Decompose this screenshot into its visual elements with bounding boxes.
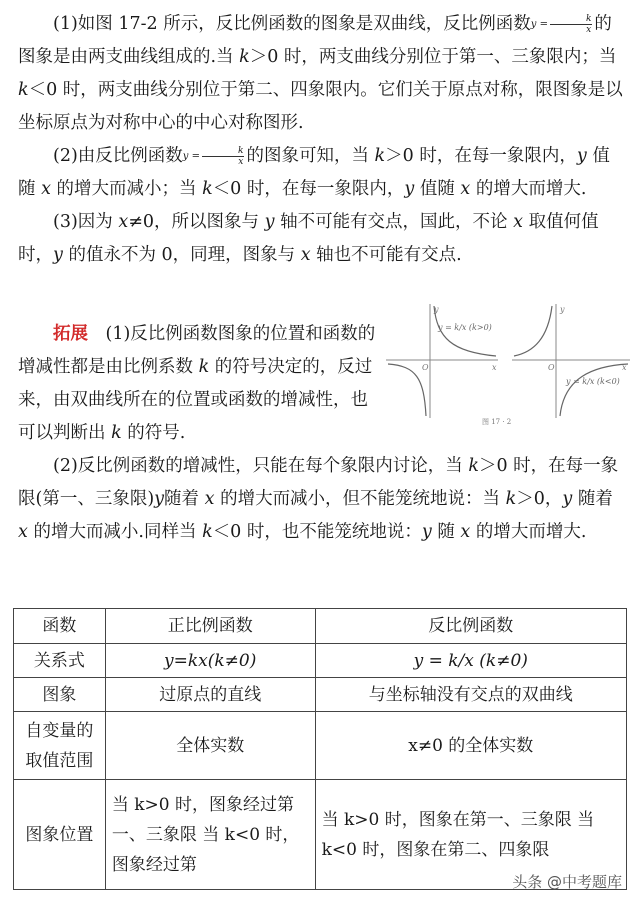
left-origin-label: O bbox=[422, 363, 429, 372]
extension-paragraph-1: 拓展 (1)反比例函数图象的位置和函数的增减性都是由比例系数 k 的符号决定的，反过来，由双曲线所在的位置或函数的增减性，也可以判断出 k 的符号. bbox=[18, 324, 376, 443]
fraction-k-over-x: $\frac{k}{x}$ bbox=[550, 14, 592, 35]
right-axis-y-label: y bbox=[560, 305, 565, 314]
table-cell: 过原点的直线 bbox=[105, 678, 315, 712]
table-cell: y = k/x (k≠0) bbox=[315, 644, 626, 678]
extension-title: 拓展 bbox=[53, 324, 88, 344]
table-header-cell: 反比例函数 bbox=[315, 609, 626, 644]
fraction-k-over-x: $\frac{k}{x}$ bbox=[202, 146, 244, 167]
left-axis-y-label: y bbox=[434, 305, 439, 314]
table-cell: 当 k>0 时，图象在第一、三象限 当 k<0 时，图象在第二、四象限 bbox=[315, 780, 626, 890]
section-1 bbox=[18, 8, 626, 272]
table-row bbox=[14, 609, 627, 644]
paragraph-1: (1)如图 17-2 所示，反比例函数的图象是双曲线，反比例函数y = $\frac{k}{x}$ 的图象是由两支曲线组成的.当 k＞0 时，两支曲线分别位于第一、三象限内；当 k＜0 时，两支曲线分别位于第二、四象限内。它们关于原点对称，限图象是以坐标原点为对称中心的中心对称图形. bbox=[18, 14, 623, 133]
comparison-table bbox=[13, 608, 627, 890]
watermark: 头条 @中考题库 bbox=[512, 873, 622, 891]
table-cell: 关系式 bbox=[14, 644, 106, 678]
left-function-label: y = k/x (k>0) bbox=[438, 323, 492, 332]
paragraph-3: (3)因为 x≠0，所以图象与 y 轴不可能有交点，国此，不论 x 取值何值时，y 的值永不为 0，同理，图象与 x 轴也不可能有交点. bbox=[18, 212, 599, 265]
right-branch-q2 bbox=[514, 306, 552, 356]
table-row bbox=[14, 712, 627, 780]
left-branch-q3 bbox=[388, 364, 426, 416]
table-cell: 图象 bbox=[14, 678, 106, 712]
table-cell: x≠0 的全体实数 bbox=[315, 712, 626, 780]
table-cell: 当 k>0 时，图象经过第一、三象限 当 k<0 时，图象经过第 bbox=[105, 780, 315, 890]
table-cell: 图象位置 bbox=[14, 780, 106, 890]
extension-paragraph-2: (2)反比例函数的增减性，只能在每个象限内讨论，当 k＞0 时，在每一象限(第一、三象限)y随着 x 的增大而减小，但不能笼统地说：当 k＞0，y 随着 x 的增大而减小.同样当 k＜0 时，也不能笼统地说：y 随 x 的增大而增大. bbox=[18, 456, 619, 542]
table-header-cell: 函数 bbox=[14, 609, 106, 644]
table-cell: 全体实数 bbox=[105, 712, 315, 780]
table-cell: 自变量的取值范围 bbox=[14, 712, 106, 780]
table-row bbox=[14, 678, 627, 712]
left-axis-x-label: x bbox=[492, 363, 497, 372]
table-header-cell: 正比例函数 bbox=[105, 609, 315, 644]
right-origin-label: O bbox=[548, 363, 555, 372]
table-row bbox=[14, 644, 627, 678]
table-cell: y=kx(k≠0) bbox=[105, 644, 315, 678]
table-cell: 与坐标轴没有交点的双曲线 bbox=[315, 678, 626, 712]
right-branch-q4 bbox=[560, 364, 628, 416]
right-axis-x-label: x bbox=[622, 363, 627, 372]
right-function-label: y = k/x (k<0) bbox=[566, 377, 620, 386]
figure-caption: 图 17 · 2 bbox=[482, 418, 512, 426]
paragraph-2: (2)由反比例函数y = $\frac{k}{x}$ 的图象可知，当 k＞0 时，在每一象限内，y 值随 x 的增大而减小；当 k＜0 时，在每一象限内，y 值随 x 的增大而增大. bbox=[18, 146, 610, 199]
hyperbola-figure bbox=[382, 300, 634, 430]
